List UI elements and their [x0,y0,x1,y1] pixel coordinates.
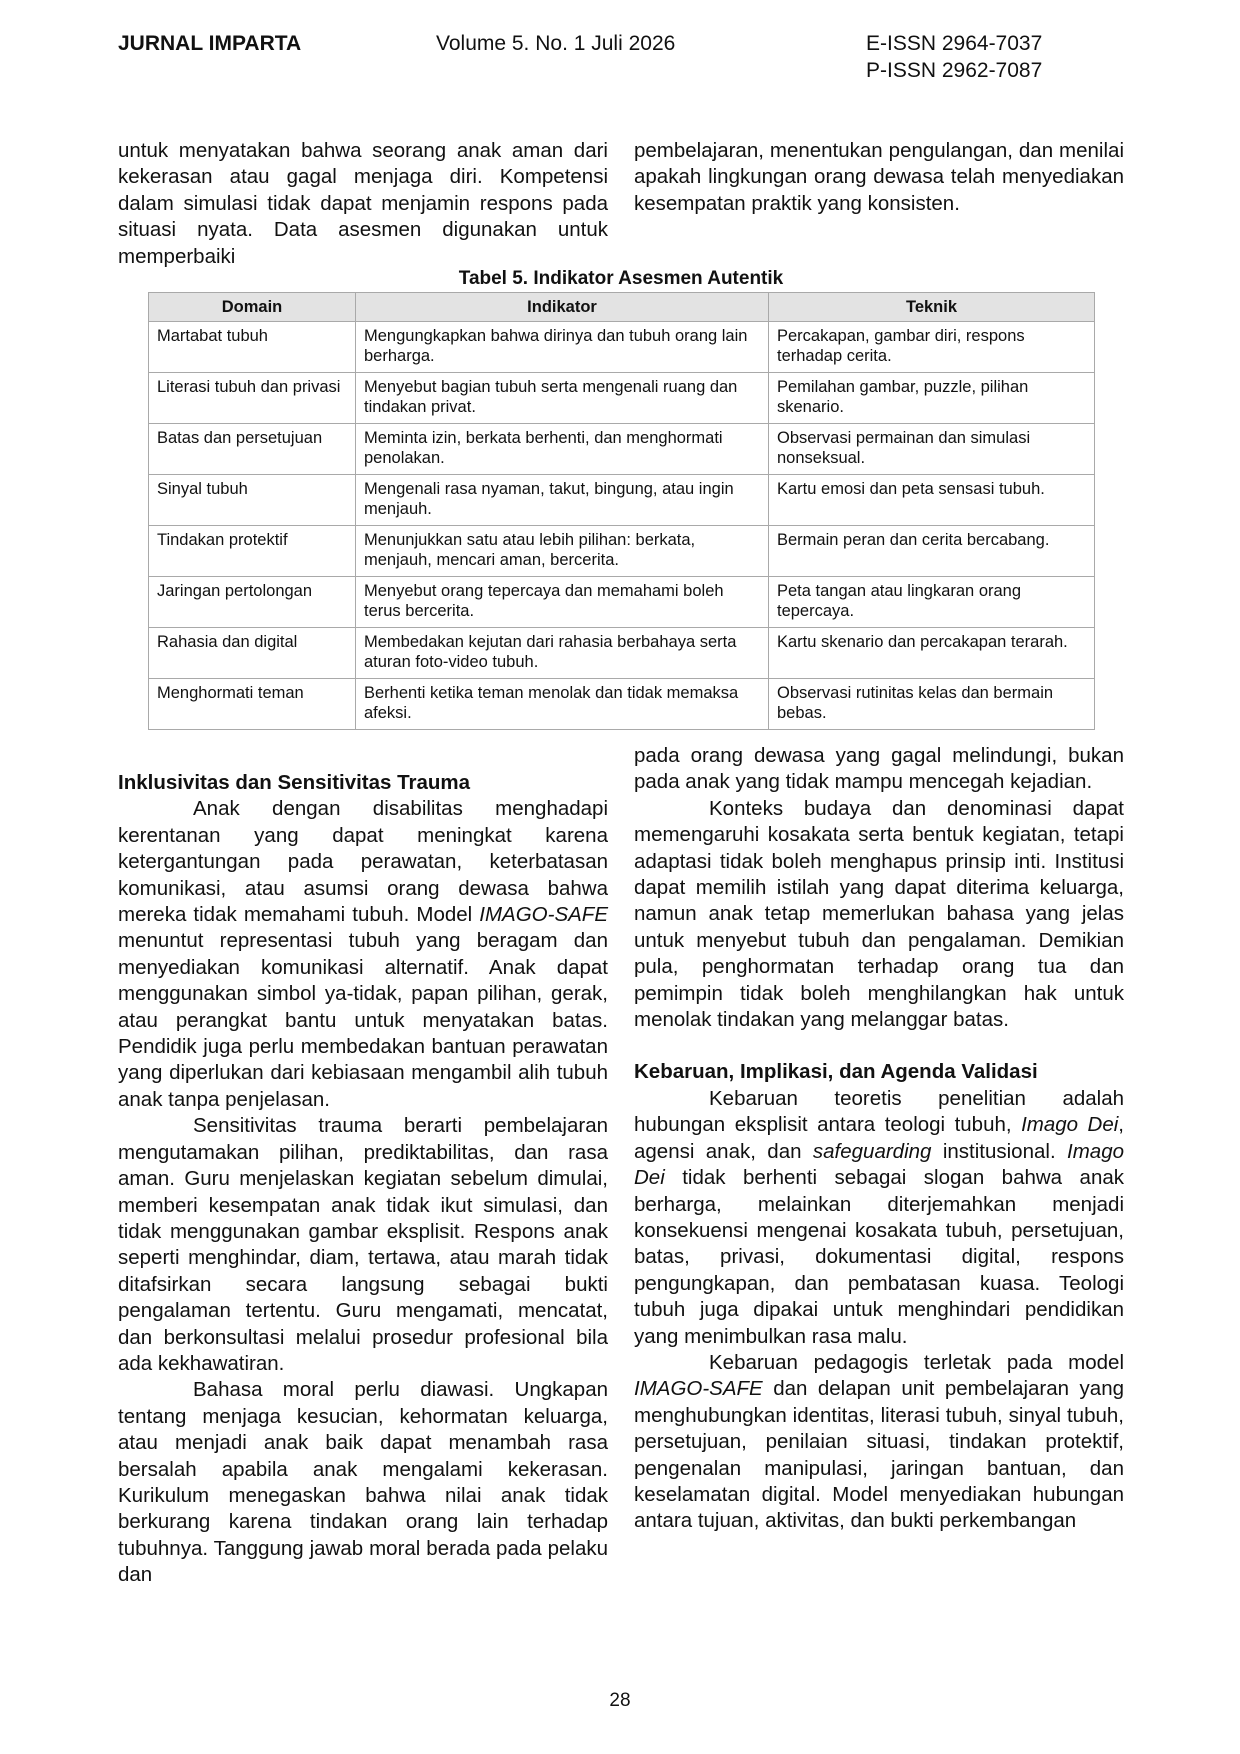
table-row [149,475,1095,526]
column-header-domain: Domain [149,293,356,322]
table-row [149,373,1095,424]
table-row [149,526,1095,577]
table-row [149,679,1095,730]
table-cell: Observasi rutinitas kelas dan bermain bebas. [769,679,1095,730]
table-cell: Observasi permainan dan simulasi nonseksual. [769,424,1095,475]
pissn: P-ISSN 2962-7087 [866,59,1043,82]
table-caption: Tabel 5. Indikator Asesmen Autentik [458,268,784,289]
table-cell: Mengungkapkan bahwa dirinya dan tubuh orang lain berharga. [356,322,769,373]
table-cell: Pemilahan gambar, puzzle, pilihan skenario. [769,373,1095,424]
table-cell: Martabat tubuh [149,322,356,373]
table-cell: Kartu emosi dan peta sensasi tubuh. [769,475,1095,526]
table-row [149,628,1095,679]
top-right-text [634,138,1124,217]
paragraph: Anak dengan disabilitas menghadapi kerentanan yang dapat meningkat karena ketergantungan pada perawatan, keterbatasan komunikasi, atau asumsi orang dewasa bahwa mereka tidak memahami tubuh. Model IMAGO-SAFE menuntut representasi tubuh yang beragam dan menyediakan komunikasi alternatif. Anak dapat menggunakan simbol ya-tidak, papan pilihan, gerak, atau perangkat bantu untuk menyatakan batas. Pendidik juga perlu membedakan bantuan perawatan yang diperlukan dari kebiasaan mengambil alih tubuh anak tanpa penjelasan. [118,797,608,1111]
paragraph: Konteks budaya dan denominasi dapat memengaruhi kosakata serta bentuk kegiatan, tetapi adaptasi tidak boleh menghapus prinsip inti. Institusi dapat memilih istilah yang dapat diterima keluarga, namun anak tetap memerlukan bahasa yang jelas untuk menyebut tubuh dan pengalaman. Demikian pula, penghormatan terhadap orang tua dan pemimpin tidak boleh menghilangkan hak untuk menolak tindakan yang melanggar batas. [634,796,1124,1032]
table-cell: Rahasia dan digital [149,628,356,679]
table-cell: Membedakan kejutan dari rahasia berbahaya serta aturan foto-video tubuh. [356,628,769,679]
table-cell: Percakapan, gambar diri, respons terhadap cerita. [769,322,1095,373]
page-number: 28 [609,1690,631,1711]
table-cell: Menyebut bagian tubuh serta mengenali ruang dan tindakan privat. [356,373,769,424]
journal-name: JURNAL IMPARTA [118,32,302,55]
table-cell: Berhenti ketika teman menolak dan tidak memaksa afeksi. [356,679,769,730]
paragraph: Kebaruan teoretis penelitian adalah hubungan eksplisit antara teologi tubuh, Imago Dei, agensi anak, dan safeguarding institusional. Imago Dei tidak berhenti sebagai slogan bahwa anak berharga, melainkan diterjemahkan menjadi konsekuensi mengenai kosakata tubuh, persetujuan, batas, privasi, dokumentasi digital, respons pengungkapan, dan pembatasan kuasa. Teologi tubuh juga dipakai untuk menghindari pendidikan yang menimbulkan rasa malu. [634,1086,1125,1348]
left-column [118,770,608,1589]
table-row [149,424,1095,475]
paragraph: pada orang dewasa yang gagal melindungi, bukan pada anak yang tidak mampu mencegah kejadian. [634,744,1124,794]
section-heading: Inklusivitas dan Sensitivitas Trauma [118,771,471,794]
table-cell: Literasi tubuh dan privasi [149,373,356,424]
paragraph: Bahasa moral perlu diawasi. Ungkapan tentang menjaga kesucian, kehormatan keluarga, atau menjadi anak baik dapat menambah rasa bersalah apabila anak mengalami kekerasan. Kurikulum menegaskan bahwa nilai anak tidak berkurang karena tindakan orang lain terhadap tubuhnya. Tanggung jawab moral berada pada pelaku dan [118,1378,608,1587]
table-cell: Menyebut orang tepercaya dan memahami boleh terus bercerita. [356,577,769,628]
table-cell: Batas dan persetujuan [149,424,356,475]
table-row [149,322,1095,373]
paragraph: Sensitivitas trauma berarti pembelajaran mengutamakan pilihan, prediktabilitas, dan rasa aman. Guru menjelaskan kegiatan sebelum dimulai, memberi kesempatan anak tidak ikut simulasi, dan tidak menggunakan gambar eksplisit. Respons anak seperti menghindar, diam, tertawa, atau marah tidak ditafsirkan secara langsung sebagai bukti pengalaman tertentu. Guru mengamati, mencatat, dan berkonsultasi melalui prosedur profesional bila ada kekhawatiran. [118,1114,608,1375]
table-cell: Menunjukkan satu atau lebih pilihan: berkata, menjauh, mencari aman, bercerita. [356,526,769,577]
column-header-teknik: Teknik [769,293,1095,322]
table-cell: Jaringan pertolongan [149,577,356,628]
table-cell: Mengenali rasa nyaman, takut, bingung, atau ingin menjauh. [356,475,769,526]
paragraph: Kebaruan pedagogis terletak pada model IMAGO-SAFE dan delapan unit pembelajaran yang menghubungkan identitas, literasi tubuh, sinyal tubuh, persetujuan, penilaian situasi, tindakan protektif, pengenalan manipulasi, jaringan bantuan, dan keselamatan digital. Model menyediakan hubungan antara tujuan, aktivitas, dan bukti perkembangan [634,1350,1124,1533]
paragraph: untuk menyatakan bahwa seorang anak aman dari kekerasan atau gagal menjaga diri. Kompetensi dalam simulasi tidak dapat menjamin respons pada situasi nyata. Data asesmen digunakan untuk memperbaiki [118,139,608,268]
column-header-indikator: Indikator [356,293,769,322]
top-left-text [118,138,608,270]
table-cell: Bermain peran dan cerita bercabang. [769,526,1095,577]
table-cell: Peta tangan atau lingkaran orang tepercaya. [769,577,1095,628]
table-cell: Menghormati teman [149,679,356,730]
right-column [634,743,1124,1535]
volume-info: Volume 5. No. 1 Juli 2026 [436,32,676,55]
table-cell: Meminta izin, berkata berhenti, dan menghormati penolakan. [356,424,769,475]
eissn: E-ISSN 2964-7037 [866,32,1043,55]
section-heading: Kebaruan, Implikasi, dan Agenda Validasi [634,1060,1038,1084]
assessment-indicator-table [148,292,1095,730]
paragraph: pembelajaran, menentukan pengulangan, dan menilai apakah lingkungan orang dewasa telah menyediakan kesempatan praktik yang konsisten. [634,139,1124,215]
table-cell: Tindakan protektif [149,526,356,577]
table-cell: Kartu skenario dan percakapan terarah. [769,628,1095,679]
table-header-row [149,293,1095,322]
table-row [149,577,1095,628]
table-cell: Sinyal tubuh [149,475,356,526]
